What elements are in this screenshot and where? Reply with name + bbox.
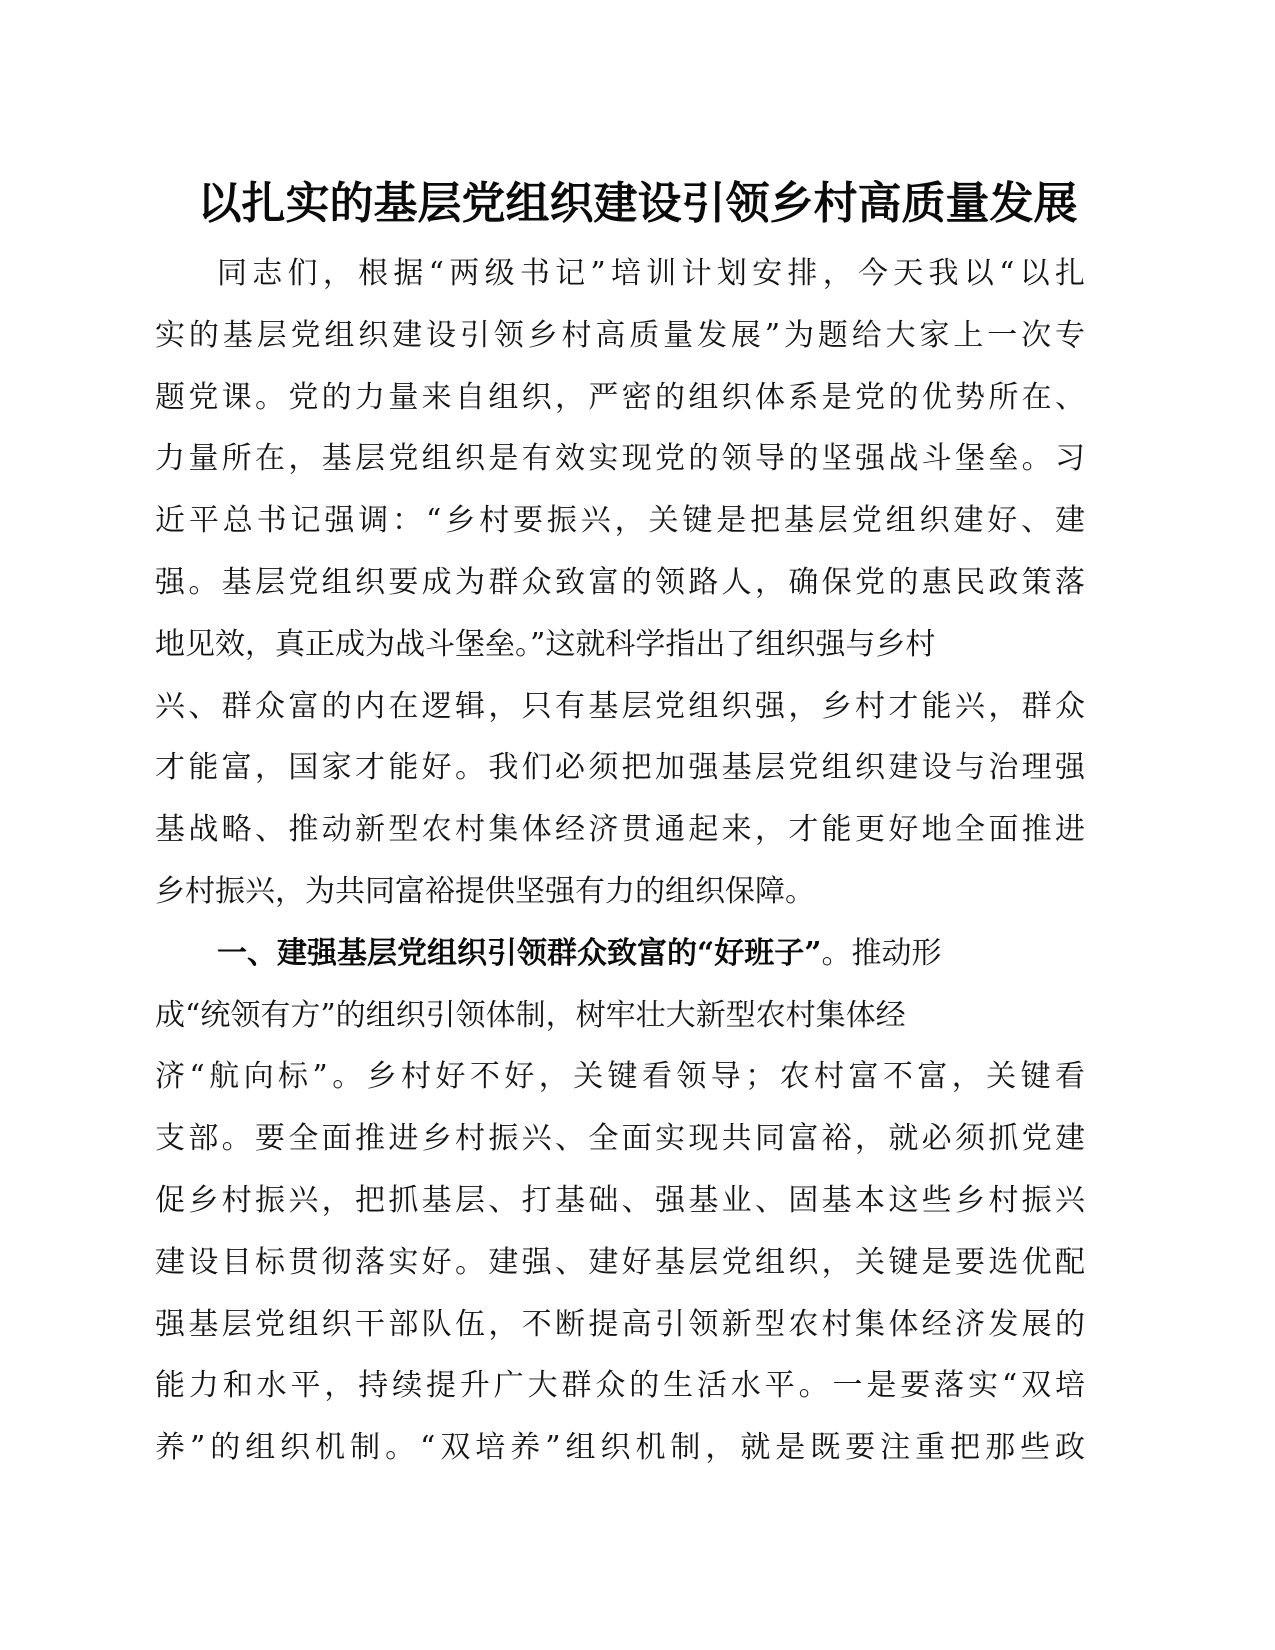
paragraph-1-line-7: 地见效，真正成为战斗堡垒。”这就科学指出了组织强与乡村: [155, 626, 936, 662]
paragraph-1-line-3: 题党课。党的力量来自组织，严密的组织体系是党的优势所在、: [155, 379, 1085, 415]
paragraph-2-heading-line: [155, 923, 1085, 985]
paragraph-1-line-11: 乡村振兴，为共同富裕提供坚强有力的组织保障。: [155, 873, 815, 909]
section-heading-tail: 。推动形: [821, 935, 942, 971]
paragraph-1-line-1: 同志们，根据“两级书记”培训计划安排，今天我以“以扎: [217, 256, 1085, 291]
paragraph-1-line-10: 基战略、推动新型农村集体经济贯通起来，才能更好地全面推进: [155, 812, 1085, 848]
paragraph-2-line-5: 促乡村振兴，把抓基层、打基础、强基业、固基本这些乡村振兴: [155, 1182, 1085, 1218]
paragraph-1-line-6: 强。基层党组织要成为群众致富的领路人，确保党的惠民政策落: [155, 564, 1085, 600]
paragraph-1-line-4: 力量所在，基层党组织是有效实现党的领导的坚强战斗堡垒。习: [155, 441, 1085, 477]
section-heading-1: 一、建强基层党组织引领群众致富的“好班子”: [217, 935, 822, 971]
paragraph-1-line-2: 实的基层党组织建设引领乡村高质量发展”为题给大家上一次专: [155, 317, 1085, 353]
paragraph-1-line-8: 兴、群众富的内在逻辑，只有基层党组织强，乡村才能兴，群众: [155, 688, 1085, 724]
document-title: 以扎实的基层党组织建设引领乡村高质量发展: [197, 178, 1078, 229]
paragraph-2-line-2: 成“统领有方”的组织引领体制，树牢壮大新型农村集体经: [155, 997, 906, 1033]
paragraph-2-line-7: 强基层党组织干部队伍，不断提高引领新型农村集体经济发展的: [155, 1306, 1085, 1342]
document-body: [155, 243, 1085, 1479]
paragraph-1-line-9: 才能富，国家才能好。我们必须把加强基层党组织建设与治理强: [155, 750, 1085, 786]
paragraph-1-line-5: 近平总书记强调：“乡村要振兴，关键是把基层党组织建好、建: [155, 503, 1085, 539]
paragraph-2-line-8: 能力和水平，持续提升广大群众的生活水平。一是要落实“双培: [155, 1368, 1085, 1404]
paragraph-2-line-6: 建设目标贯彻落实好。建强、建好基层党组织，关键是要选优配: [155, 1244, 1085, 1280]
paragraph-2-line-9: 养”的组织机制。“双培养”组织机制，就是既要注重把那些政: [155, 1430, 1085, 1466]
paragraph-2-line-4: 支部。要全面推进乡村振兴、全面实现共同富裕，就必须抓党建: [155, 1121, 1085, 1157]
paragraph-2-line-3: 济“航向标”。乡村好不好，关键看领导；农村富不富，关键看: [155, 1059, 1085, 1095]
